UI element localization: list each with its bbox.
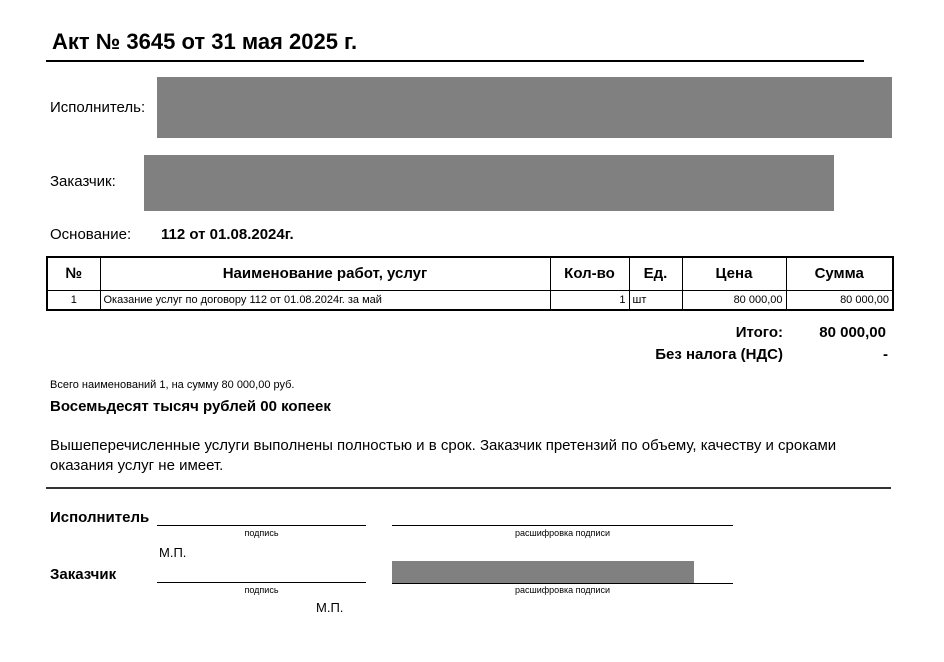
customer-name-redaction bbox=[392, 561, 694, 584]
executor-signature-line bbox=[157, 525, 366, 526]
document-title: Акт № 3645 от 31 мая 2025 г. bbox=[52, 29, 358, 54]
completion-statement: Вышеперечисленные услуги выполнены полностью и в срок. Заказчик претензий по объему, качеству и сроками оказания услуг не имеет. bbox=[50, 437, 837, 474]
col-header-number: № bbox=[47, 257, 100, 290]
basis-value: 112 от 01.08.2024г. bbox=[161, 226, 294, 243]
table-header-row bbox=[47, 257, 893, 290]
col-header-qty: Кол-во bbox=[550, 257, 629, 290]
customer-signature-line bbox=[157, 582, 366, 583]
total-value: 80 000,00 bbox=[819, 324, 886, 341]
customer-redaction bbox=[144, 155, 834, 211]
basis-label: Основание: bbox=[50, 226, 132, 243]
services-table bbox=[46, 256, 894, 311]
executor-signature-label: Исполнитель bbox=[50, 509, 150, 526]
col-header-unit: Ед. bbox=[629, 257, 682, 290]
executor-redaction bbox=[157, 77, 892, 138]
customer-label: Заказчик: bbox=[50, 173, 116, 190]
cell-sum: 80 000,00 bbox=[786, 290, 893, 310]
vat-label: Без налога (НДС) bbox=[655, 346, 783, 363]
total-label: Итого: bbox=[735, 324, 783, 341]
customer-decode-line bbox=[392, 583, 733, 584]
vat-value: - bbox=[883, 346, 888, 363]
table-row bbox=[47, 290, 893, 310]
section-divider bbox=[46, 487, 891, 489]
title-divider bbox=[46, 60, 864, 62]
col-header-sum: Сумма bbox=[786, 257, 893, 290]
customer-signature-label: Заказчик bbox=[50, 566, 117, 583]
amount-in-words: Восемьдесят тысяч рублей 00 копеек bbox=[50, 398, 331, 415]
items-count-line: Всего наименований 1, на сумму 80 000,00 руб. bbox=[50, 379, 295, 391]
executor-label: Исполнитель: bbox=[50, 99, 146, 116]
executor-stamp-label: М.П. bbox=[159, 545, 187, 560]
customer-decode-caption: расшифровка подписи bbox=[515, 585, 610, 595]
customer-signature-caption: подпись bbox=[244, 585, 279, 595]
cell-unit: шт bbox=[629, 290, 682, 310]
cell-number: 1 bbox=[47, 290, 100, 310]
cell-price: 80 000,00 bbox=[682, 290, 786, 310]
col-header-name: Наименование работ, услуг bbox=[100, 257, 550, 290]
customer-stamp-label: М.П. bbox=[316, 600, 344, 615]
cell-name: Оказание услуг по договору 112 от 01.08.2024г. за май bbox=[100, 290, 550, 310]
cell-qty: 1 bbox=[550, 290, 629, 310]
executor-decode-line bbox=[392, 525, 733, 526]
executor-signature-caption: подпись bbox=[244, 528, 279, 538]
executor-decode-caption: расшифровка подписи bbox=[515, 528, 610, 538]
col-header-price: Цена bbox=[682, 257, 786, 290]
